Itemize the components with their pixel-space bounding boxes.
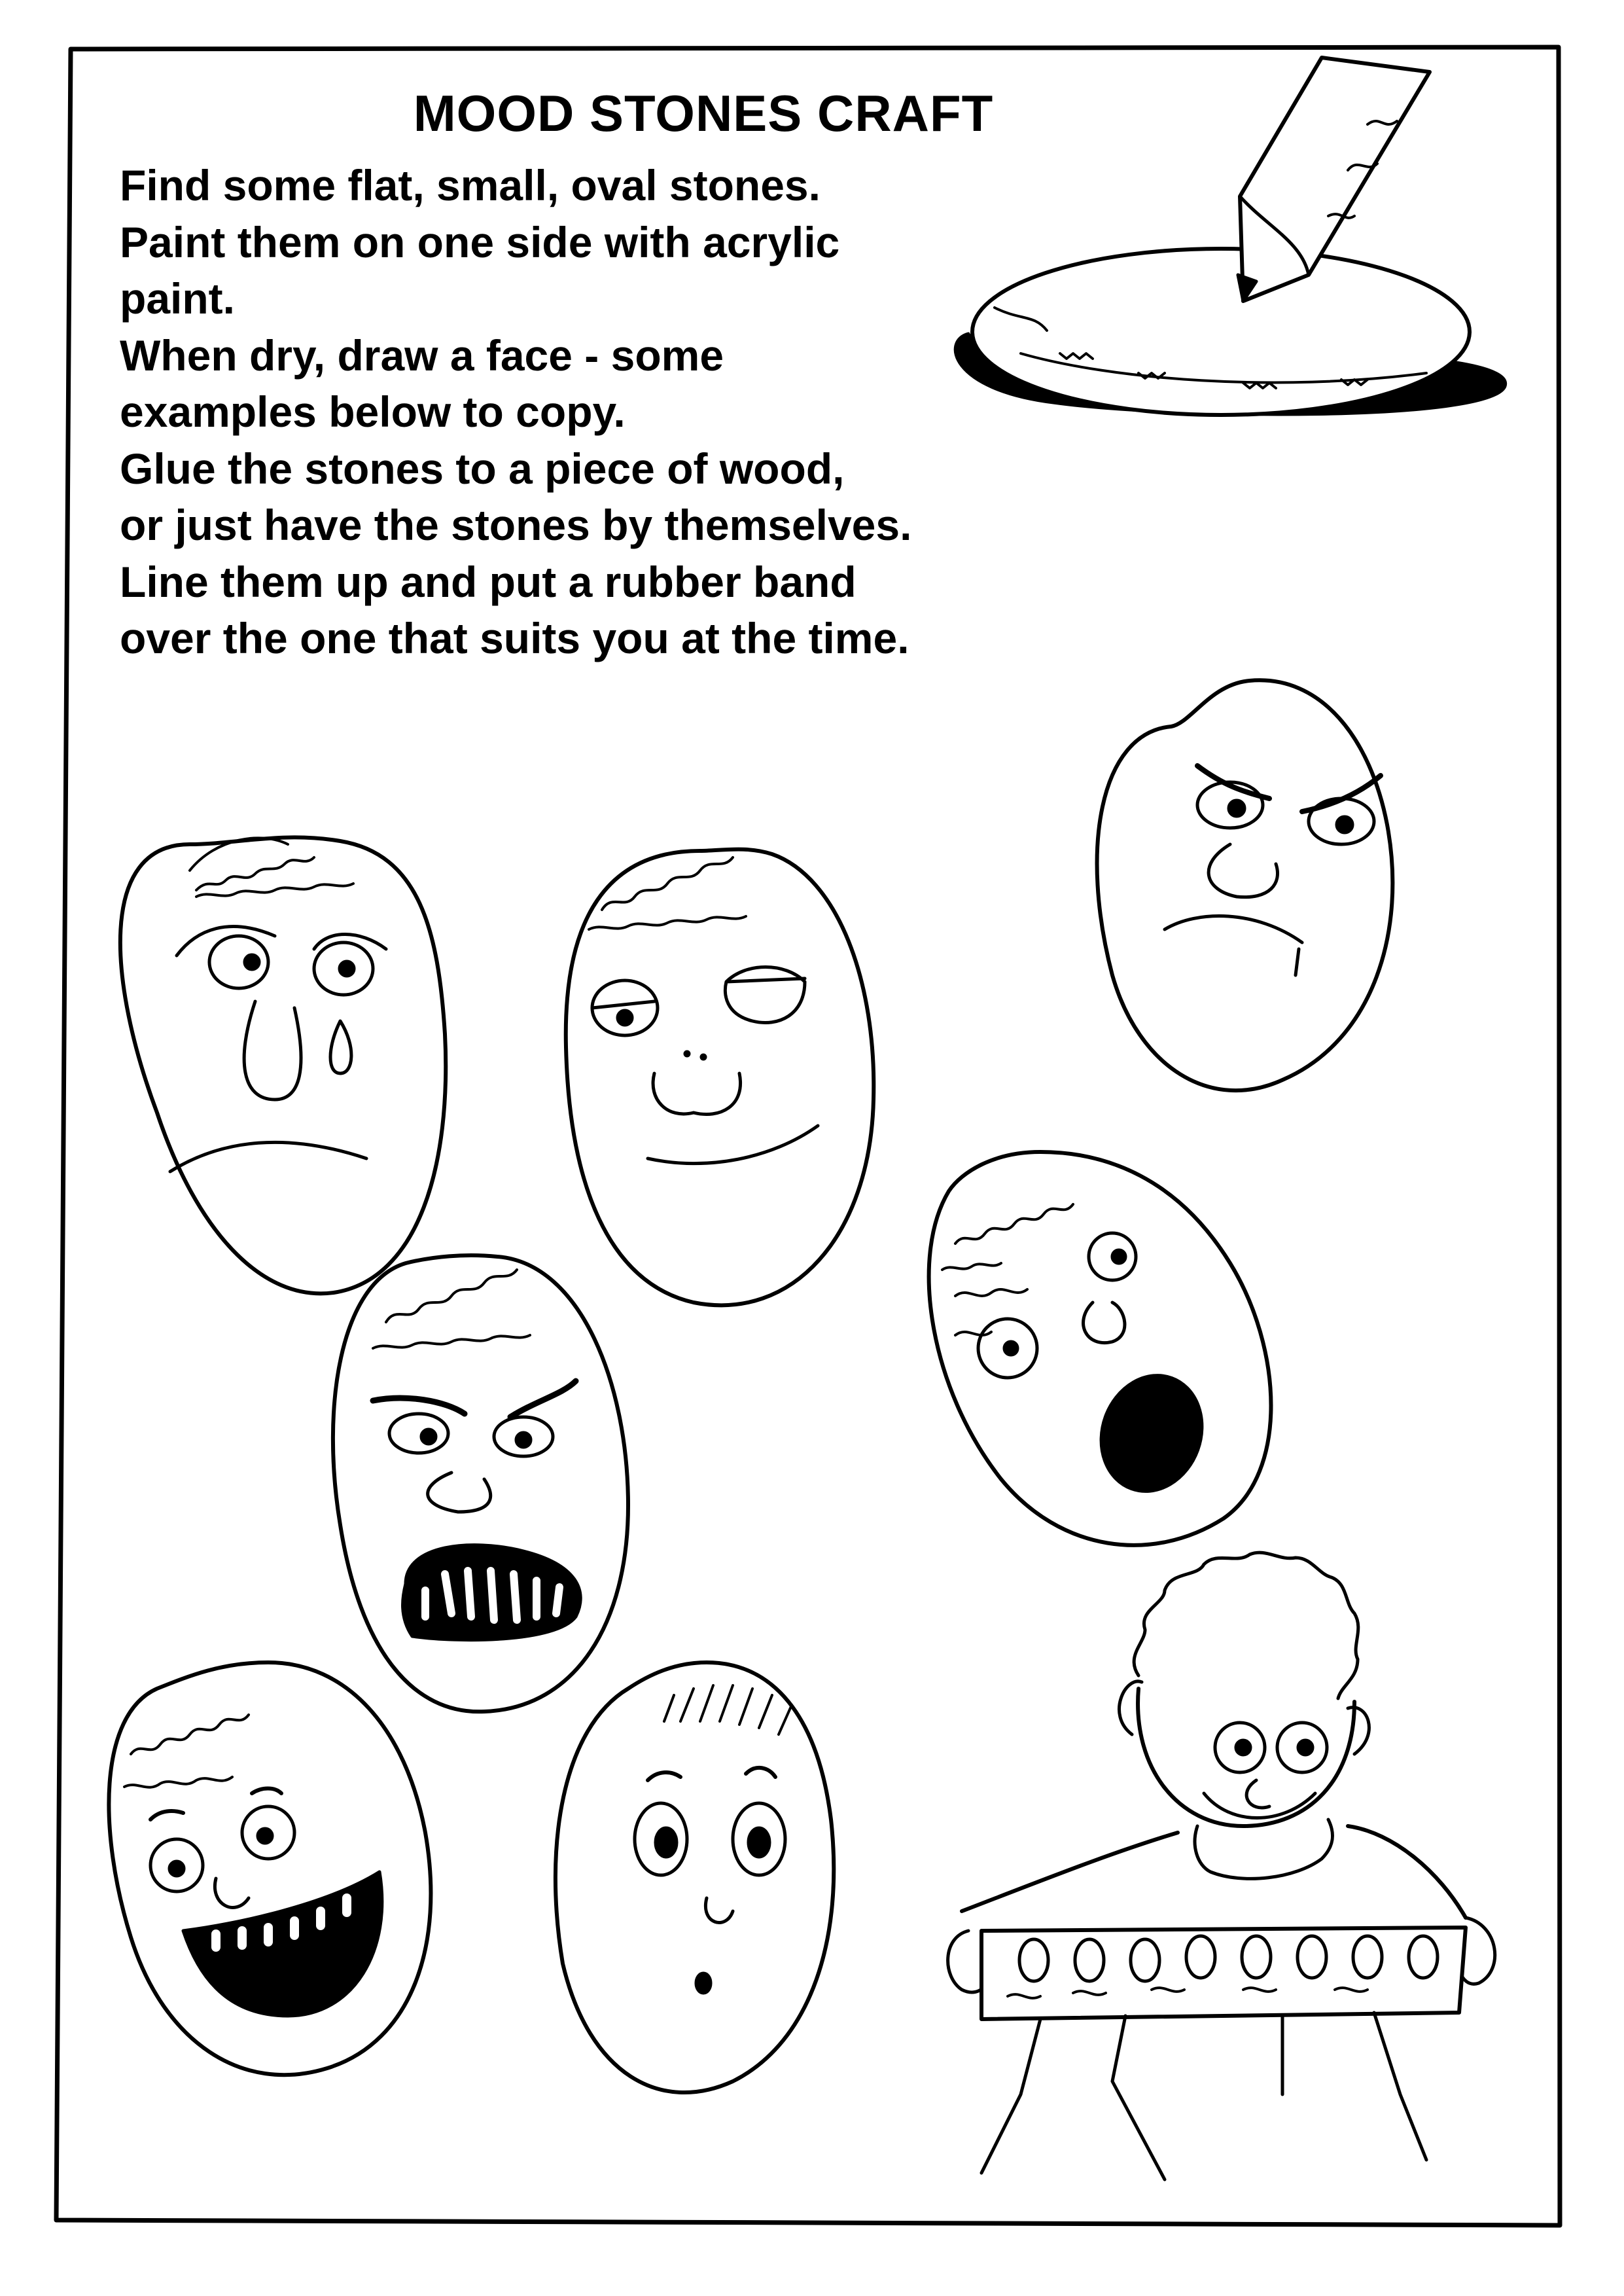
- instruction-line: paint.: [120, 274, 235, 323]
- instruction-line: Line them up and put a rubber band: [120, 557, 856, 606]
- instructions-list: [120, 157, 911, 667]
- instruction-line: or just have the stones by themselves.: [120, 501, 912, 549]
- instruction-line: examples below to copy.: [120, 387, 626, 436]
- instruction-line: Glue the stones to a piece of wood,: [120, 444, 845, 493]
- instruction-line: When dry, draw a face - some: [120, 331, 724, 380]
- stone-angry-face: [1097, 680, 1393, 1090]
- instruction-line: Paint them on one side with acrylic: [120, 217, 840, 266]
- stone-happy-face: [109, 1662, 431, 2075]
- page-title: MOOD STONES CRAFT: [413, 84, 994, 142]
- stone-surprised-face: [929, 1152, 1271, 1545]
- stone-amazed-face: [556, 1662, 834, 2092]
- stone-frightened-face: [333, 1255, 628, 1712]
- boy-holding-board-illustration: [948, 1552, 1495, 2179]
- stone-sad-face: [120, 837, 446, 1293]
- stone-sleepy-face: [566, 850, 874, 1306]
- instruction-line: Find some flat, small, oval stones.: [120, 161, 821, 209]
- instruction-line: over the one that suits you at the time.: [120, 614, 909, 662]
